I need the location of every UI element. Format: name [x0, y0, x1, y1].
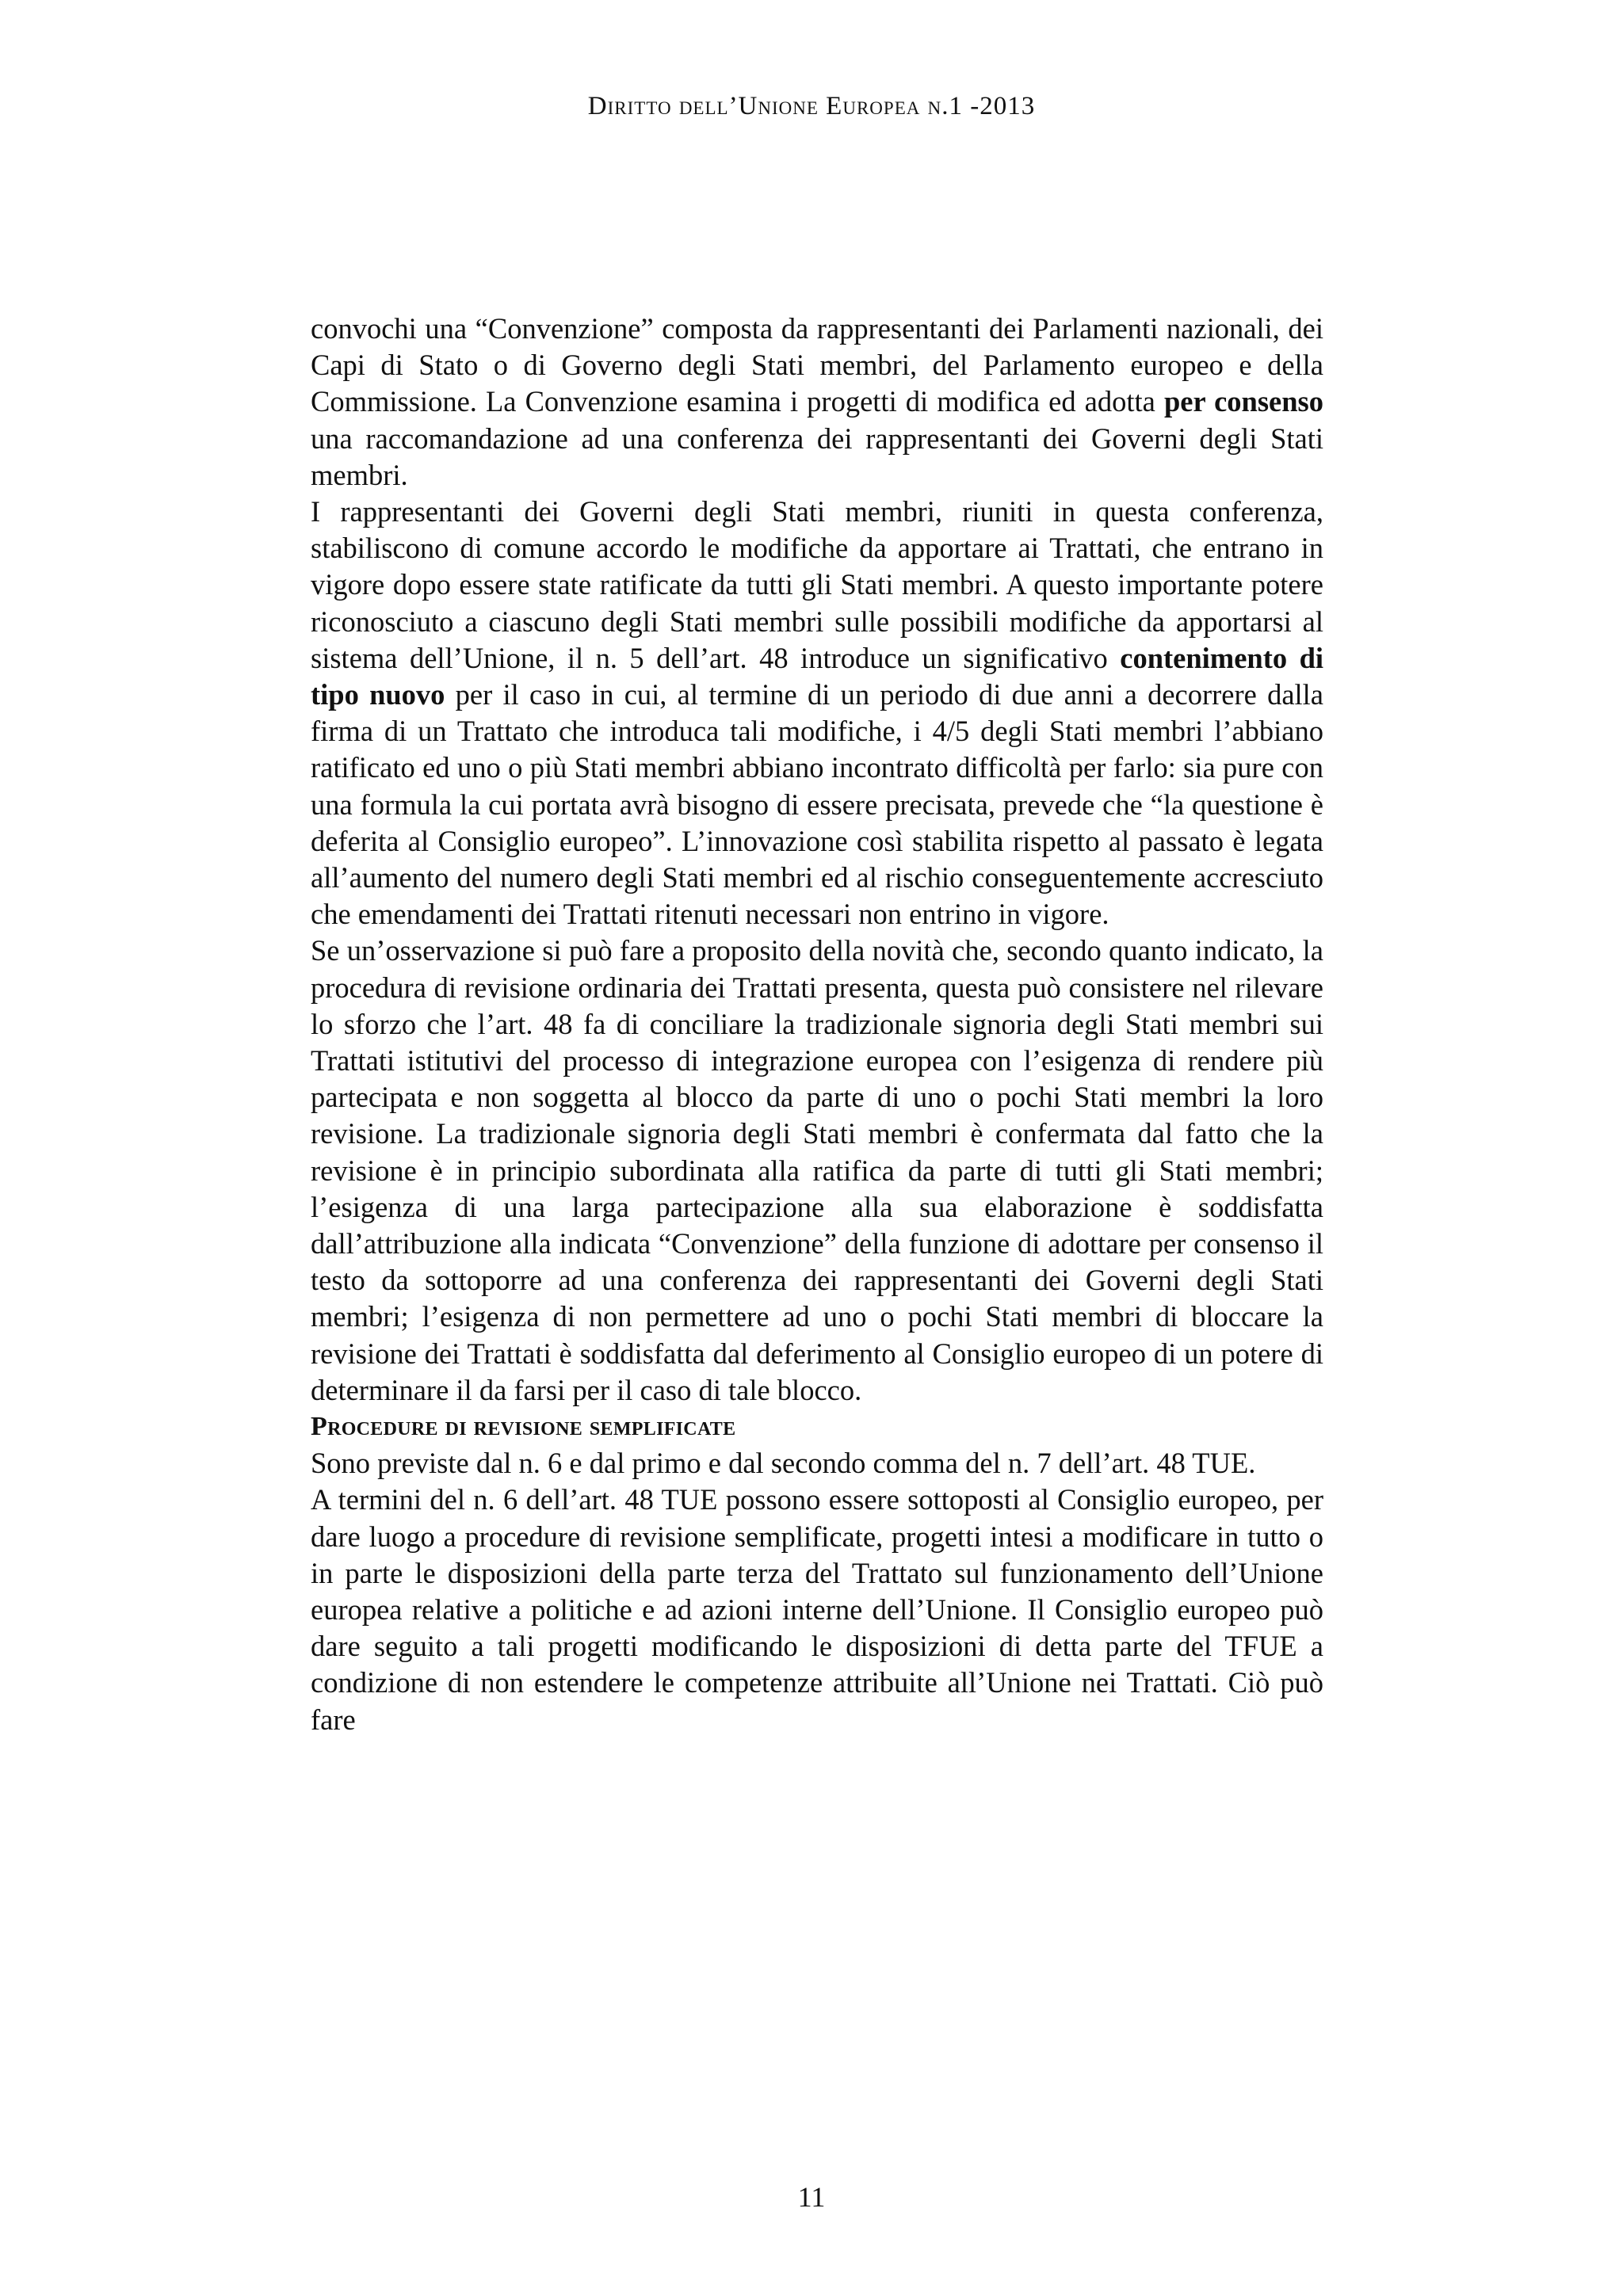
- bold-text: contenimento di tipo nuovo: [311, 641, 1324, 711]
- running-header: Diritto dell’Unione Europea n.1 -2013: [587, 92, 1036, 120]
- paragraph: Se un’osservazione si può fare a proposito della novità che, secondo quanto indicato, la procedura di revisione ordinaria dei Trattati presenta, questa può consistere nel rilevare lo sforzo che l’art. 48 fa di conciliare la tradizionale signoria degli Stati membri sui Trattati istitutivi del processo di integrazione europea con l’esigenza di rendere più partecipata e non soggetta al blocco da parte di uno o pochi Stati membri la loro revisione. La tradizionale signoria degli Stati membri è confermata dal fatto che la revisione è in principio subordinata alla ratifica da parte di tutti gli Stati membri; l’esigenza di una larga partecipazione alla sua elaborazione è soddisfatta dall’attribuzione alla indicata “Convenzione” della funzione di adottare per consenso il testo da sottoporre ad una conferenza dei rappresentanti dei Governi degli Stati membri; l’esigenza di non permettere ad uno o pochi Stati membri di bloccare la revisione dei Trattati è soddisfatta dal deferimento al Consiglio europeo di un potere di determinare il da farsi per il caso di tale blocco.: [311, 934, 1323, 1406]
- text-run: per il caso in cui, al termine di un periodo di due anni a decorrere dalla firma di un Trattato che introduca tali modifiche, i 4/5 degli Stati membri l’abbiano ratificato ed uno o più Stati membri abbiano incontrato difficoltà per farlo: sia pure con una formula la cui portata avrà bisogno di essere precisata, prevede che “la questione è deferita al Consiglio europeo”. L’innovazione così stabilita rispetto al passato è legata all’aumento del numero degli Stati membri ed al rischio conseguentemente accresciuto che emendamenti dei Trattati ritenuti necessari non entrino in vigore.: [311, 678, 1324, 931]
- page-number: 11: [797, 2181, 826, 2213]
- paragraph: [311, 494, 1323, 933]
- section-heading: Procedure di revisione semplificate: [311, 1412, 736, 1442]
- paragraph: Sono previste dal n. 6 e dal primo e dal secondo comma del n. 7 dell’art. 48 TUE.: [311, 1447, 1256, 1480]
- body-text: [311, 311, 1323, 1738]
- text-run: convochi una “Convenzione” composta da rappresentanti dei Parlamenti nazionali, dei Capi di Stato o di Governo degli Stati membri, del Parlamento europeo e della Commissione. La Convenzione esamina i progetti di modifica ed adotta: [311, 312, 1323, 418]
- bold-text: per consenso: [1163, 385, 1323, 418]
- text-run: una raccomandazione ad una conferenza dei rappresentanti dei Governi degli Stati membri.: [311, 421, 1323, 491]
- paragraph: [311, 311, 1323, 494]
- text-run: I rappresentanti dei Governi degli Stati membri, riuniti in questa conferenza, stabiliscono di comune accordo le modifiche da apportare ai Trattati, che entrano in vigore dopo essere state ratificate da tutti gli Stati membri. A questo importante potere riconosciuto a ciascuno degli Stati membri sulle possibili modifiche da apportarsi al sistema dell’Unione, il n. 5 dell’art. 48 introduce un significativo: [311, 495, 1323, 674]
- paragraph: A termini del n. 6 dell’art. 48 TUE possono essere sottoposti al Consiglio europeo, per dare luogo a procedure di revisione semplificate, progetti intesi a modificare in tutto o in parte le disposizioni della parte terza del Trattato sul funzionamento dell’Unione europea relative a politiche e ad azioni interne dell’Unione. Il Consiglio europeo può dare seguito a tali progetti modificando le disposizioni di detta parte del TFUE a condizione di non estendere le competenze attribuite all’Unione nei Trattati. Ciò può fare: [311, 1483, 1323, 1736]
